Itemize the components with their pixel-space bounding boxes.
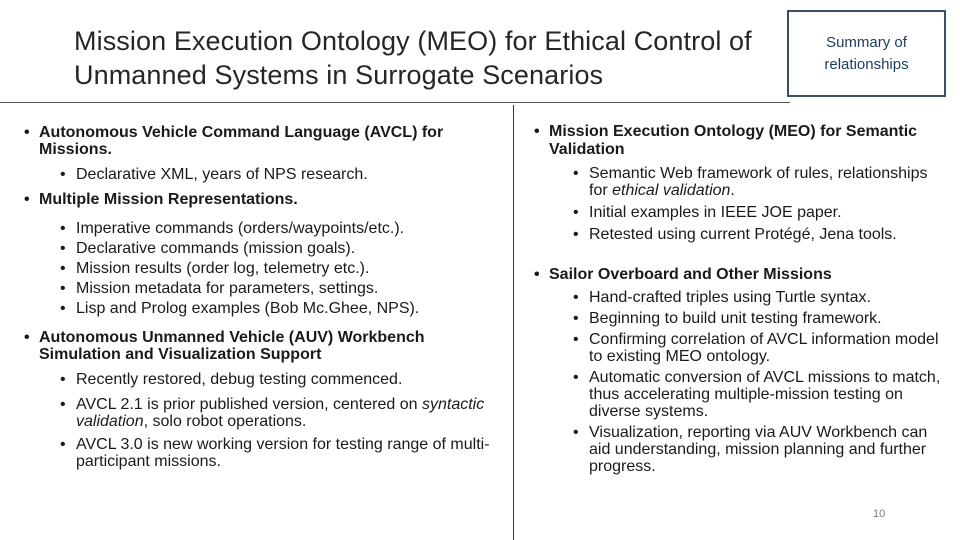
bullet-declarative-commands: • Declarative commands (mission goals).	[57, 239, 508, 259]
bullet-turtle-syntax: • Hand-crafted triples using Turtle syntax.	[570, 289, 950, 306]
semantic-web-emphasis: ethical validation	[612, 182, 731, 199]
bullet-ieee-joe: • Initial examples in IEEE JOE paper.	[570, 204, 950, 221]
bullet-protege-jena: • Retested using current Protégé, Jena tools.	[570, 226, 950, 243]
bullet-semantic-web	[570, 165, 950, 199]
summary-button-label: Summary of relationships	[824, 33, 909, 73]
bullet-imperative-commands: • Imperative commands (orders/waypoints/etc.).	[57, 219, 508, 239]
bullet-visualization-reporting: • Visualization, reporting via AUV Workbench can aid understanding, mission planning and further progress.	[570, 424, 950, 475]
bullet-meo-heading: • Mission Execution Ontology (MEO) for Semantic Validation	[530, 123, 950, 159]
avcl-2-1-emphasis: syntactic validation	[76, 396, 485, 430]
bullet-auv-workbench-heading: • Autonomous Unmanned Vehicle (AUV) Workbench Simulation and Visualization Support	[20, 329, 508, 363]
bullet-mission-metadata: • Mission metadata for parameters, settings.	[57, 279, 508, 299]
bullet-sailor-overboard-heading: • Sailor Overboard and Other Missions	[530, 266, 950, 283]
column-divider	[513, 105, 514, 540]
avcl-2-1-text-a: AVCL 2.1 is prior published version, centered on	[76, 396, 422, 413]
bullet-recently-restored: • Recently restored, debug testing commenced.	[57, 371, 508, 388]
bullet-automatic-conversion: • Automatic conversion of AVCL missions to match, thus accelerating multiple-mission testing on diverse systems.	[570, 369, 950, 420]
bullet-avcl-3-0: • AVCL 3.0 is new working version for testing range of multi-participant missions.	[57, 436, 508, 470]
bullet-mission-results: • Mission results (order log, telemetry etc.).	[57, 259, 508, 279]
title-underline	[0, 102, 790, 103]
bullet-unit-testing: • Beginning to build unit testing framework.	[570, 310, 950, 327]
bullet-confirming-correlation: • Confirming correlation of AVCL information model to existing MEO ontology.	[570, 331, 950, 365]
semantic-web-text-b: .	[730, 182, 735, 199]
slide-number: 10	[873, 508, 886, 520]
bullet-lisp-prolog: • Lisp and Prolog examples (Bob Mc.Ghee, NPS).	[57, 299, 508, 319]
bullet-avcl-2-1	[57, 396, 508, 430]
avcl-2-1-text-b: , solo robot operations.	[143, 413, 307, 430]
bullet-declarative-xml: • Declarative XML, years of NPS research.	[57, 166, 508, 183]
left-column	[20, 124, 508, 470]
slide-title: Mission Execution Ontology (MEO) for Ethical Control of Unmanned Systems in Surrogate Scenarios	[74, 26, 752, 90]
summary-of-relationships-button[interactable]	[787, 10, 946, 97]
bullet-multiple-representations-heading: • Multiple Mission Representations.	[20, 191, 508, 208]
right-column	[530, 123, 950, 475]
semantic-web-text-a: Semantic Web framework of rules, relationships for	[589, 165, 928, 199]
bullet-avcl-heading: • Autonomous Vehicle Command Language (AVCL) for Missions.	[20, 124, 508, 158]
